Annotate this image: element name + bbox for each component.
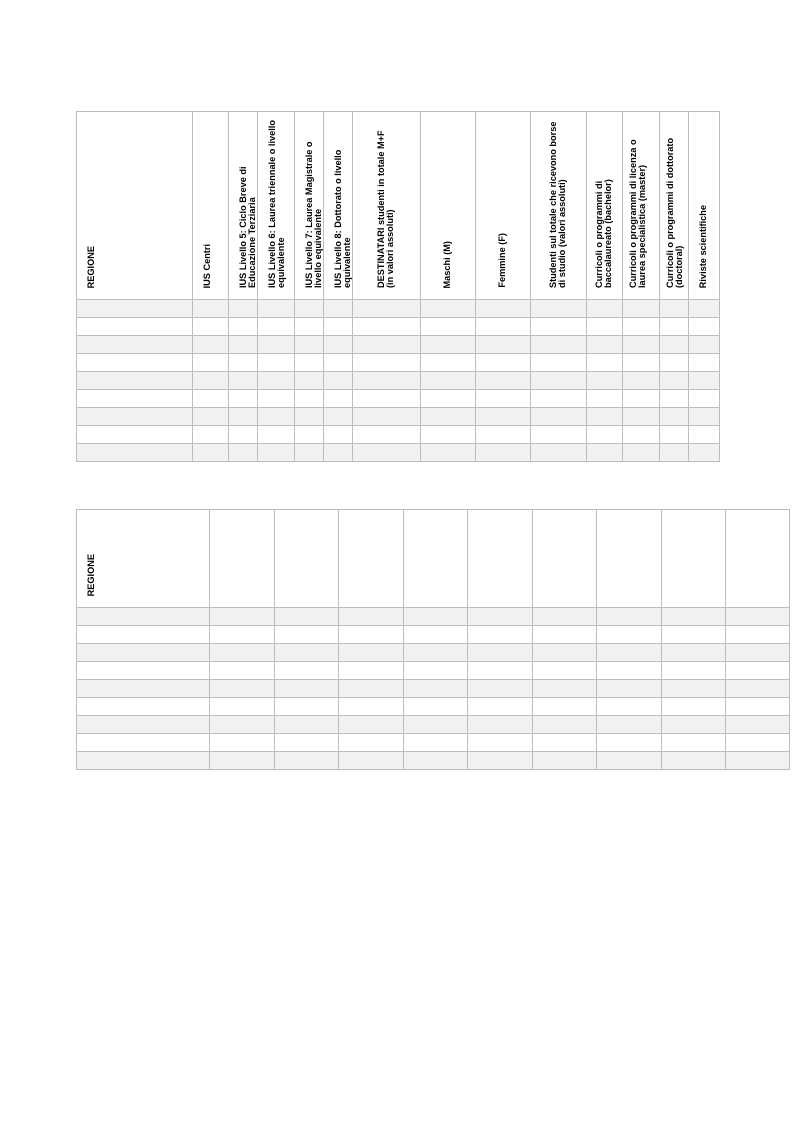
header-ius-livello-7: IUS Livello 7: Laurea Magistrale o livello equivalente (295, 112, 324, 300)
table-cell[interactable] (468, 626, 533, 644)
table-cell[interactable] (324, 318, 353, 336)
table-cell[interactable] (726, 644, 790, 662)
table-cell[interactable] (324, 408, 353, 426)
header-destinatari: DESTINATARI studenti in totale M+F (in valori assoluti) (353, 112, 421, 300)
table-cell[interactable] (295, 444, 324, 462)
table-cell[interactable] (275, 662, 339, 680)
table-cell[interactable] (689, 372, 720, 390)
table-row (77, 300, 720, 318)
table-cell[interactable] (339, 608, 404, 626)
table-cell[interactable] (726, 608, 790, 626)
table-cell[interactable] (587, 444, 623, 462)
table-cell[interactable] (531, 354, 587, 372)
table-cell[interactable] (210, 698, 275, 716)
table-cell[interactable] (623, 354, 660, 372)
table-cell[interactable] (726, 662, 790, 680)
table-cell[interactable] (339, 644, 404, 662)
table-cell[interactable] (404, 734, 468, 752)
table-cell[interactable] (587, 354, 623, 372)
table-row (77, 644, 790, 662)
table-cell[interactable] (660, 426, 689, 444)
header-empty-8 (662, 510, 726, 608)
table-cell[interactable] (623, 390, 660, 408)
table-cell[interactable] (324, 354, 353, 372)
table-cell[interactable] (531, 372, 587, 390)
main-data-table (76, 111, 720, 462)
table-cell[interactable] (662, 680, 726, 698)
header-maschi: Maschi (M) (421, 112, 476, 300)
table-cell[interactable] (295, 390, 324, 408)
table-cell[interactable] (258, 372, 295, 390)
table-cell[interactable] (77, 626, 210, 644)
table-cell[interactable] (295, 336, 324, 354)
table-row (77, 608, 790, 626)
table-cell[interactable] (193, 372, 229, 390)
table-cell[interactable] (623, 336, 660, 354)
table-cell[interactable] (275, 752, 339, 770)
table-cell[interactable] (324, 426, 353, 444)
table-cell[interactable] (689, 390, 720, 408)
table-cell[interactable] (258, 318, 295, 336)
table-cell[interactable] (258, 444, 295, 462)
table-row (77, 336, 720, 354)
table-header-row (77, 112, 720, 300)
table-cell[interactable] (476, 372, 531, 390)
table-cell[interactable] (660, 336, 689, 354)
table-cell[interactable] (275, 680, 339, 698)
table-cell[interactable] (324, 300, 353, 318)
table-cell[interactable] (468, 698, 533, 716)
table-cell[interactable] (193, 408, 229, 426)
table-cell[interactable] (587, 408, 623, 426)
header-empty-6 (533, 510, 597, 608)
table-cell[interactable] (193, 300, 229, 318)
table-cell[interactable] (421, 372, 476, 390)
table-row (77, 662, 790, 680)
table-cell[interactable] (468, 680, 533, 698)
header-doctoral: Curricoli o programmi di dottorato (doctoral) (660, 112, 689, 300)
header-empty-1 (210, 510, 275, 608)
table-cell[interactable] (476, 318, 531, 336)
table-cell[interactable] (77, 354, 193, 372)
table-cell[interactable] (421, 444, 476, 462)
table-cell[interactable] (533, 698, 597, 716)
table-cell[interactable] (662, 698, 726, 716)
table-cell[interactable] (597, 608, 662, 626)
header-riviste: Riviste scientifiche (689, 112, 720, 300)
table-cell[interactable] (689, 318, 720, 336)
table-cell[interactable] (324, 444, 353, 462)
table-cell[interactable] (662, 752, 726, 770)
table-cell[interactable] (210, 716, 275, 734)
table-cell[interactable] (597, 698, 662, 716)
table-cell[interactable] (468, 716, 533, 734)
table-cell[interactable] (404, 698, 468, 716)
table-cell[interactable] (587, 300, 623, 318)
table-cell[interactable] (229, 372, 258, 390)
table-cell[interactable] (660, 318, 689, 336)
table-row (77, 408, 720, 426)
table-cell[interactable] (193, 318, 229, 336)
table-cell[interactable] (468, 734, 533, 752)
table-cell[interactable] (476, 444, 531, 462)
table-cell[interactable] (531, 336, 587, 354)
table-cell[interactable] (77, 752, 210, 770)
table-cell[interactable] (295, 318, 324, 336)
table-cell[interactable] (597, 680, 662, 698)
table-cell[interactable] (531, 390, 587, 408)
table-cell[interactable] (77, 644, 210, 662)
table-cell[interactable] (275, 626, 339, 644)
table-row (77, 444, 720, 462)
table-cell[interactable] (210, 734, 275, 752)
table-cell[interactable] (587, 336, 623, 354)
table-cell[interactable] (275, 608, 339, 626)
table-cell[interactable] (404, 662, 468, 680)
table-cell[interactable] (258, 390, 295, 408)
table-cell[interactable] (193, 426, 229, 444)
table-cell[interactable] (339, 752, 404, 770)
table-cell[interactable] (295, 300, 324, 318)
table-cell[interactable] (476, 390, 531, 408)
table-cell[interactable] (689, 354, 720, 372)
header-empty-7 (597, 510, 662, 608)
table-row (77, 354, 720, 372)
table-cell[interactable] (533, 662, 597, 680)
table-cell[interactable] (531, 444, 587, 462)
table-cell[interactable] (324, 336, 353, 354)
table-row (77, 734, 790, 752)
table-cell[interactable] (295, 426, 324, 444)
table-cell[interactable] (210, 608, 275, 626)
table-cell[interactable] (726, 680, 790, 698)
header-femmine: Femmine (F) (476, 112, 531, 300)
table-cell[interactable] (660, 354, 689, 372)
table-cell[interactable] (533, 734, 597, 752)
table-cell[interactable] (193, 354, 229, 372)
table-cell[interactable] (623, 426, 660, 444)
table-cell[interactable] (404, 626, 468, 644)
header-empty-3 (339, 510, 404, 608)
table-cell[interactable] (404, 752, 468, 770)
table-row (77, 752, 790, 770)
table-cell[interactable] (77, 444, 193, 462)
table-cell[interactable] (689, 444, 720, 462)
table-cell[interactable] (77, 336, 193, 354)
table-cell[interactable] (421, 300, 476, 318)
table-row (77, 390, 720, 408)
header-borse-studio: Studenti sul totale che ricevono borse di studio (valori assoluti) (531, 112, 587, 300)
table-cell[interactable] (229, 318, 258, 336)
table-cell[interactable] (533, 626, 597, 644)
table-cell[interactable] (275, 698, 339, 716)
table-cell[interactable] (597, 662, 662, 680)
table-cell[interactable] (275, 716, 339, 734)
table-row (77, 680, 790, 698)
table-cell[interactable] (689, 426, 720, 444)
table-cell[interactable] (77, 680, 210, 698)
table-cell[interactable] (533, 716, 597, 734)
table-cell[interactable] (295, 354, 324, 372)
table-cell[interactable] (77, 426, 193, 444)
table-cell[interactable] (353, 318, 421, 336)
table-cell[interactable] (587, 426, 623, 444)
table-row (77, 318, 720, 336)
table-cell[interactable] (77, 698, 210, 716)
table-cell[interactable] (531, 300, 587, 318)
table-cell[interactable] (587, 318, 623, 336)
table-cell[interactable] (275, 644, 339, 662)
table-row (77, 372, 720, 390)
table-cell[interactable] (275, 734, 339, 752)
table-cell[interactable] (339, 698, 404, 716)
table-cell[interactable] (476, 336, 531, 354)
table-cell[interactable] (339, 716, 404, 734)
table-cell[interactable] (662, 662, 726, 680)
table-header-row (77, 510, 790, 608)
header-ius-centri: IUS Centri (193, 112, 229, 300)
table-cell[interactable] (421, 336, 476, 354)
table-cell[interactable] (229, 300, 258, 318)
table-cell[interactable] (229, 354, 258, 372)
table-cell[interactable] (726, 698, 790, 716)
table-cell[interactable] (531, 408, 587, 426)
table-cell[interactable] (258, 354, 295, 372)
table-cell[interactable] (597, 752, 662, 770)
header-bachelor: Curricoli o programmi di baccalaureato (bachelor) (587, 112, 623, 300)
header-empty-9 (726, 510, 790, 608)
table-cell[interactable] (353, 300, 421, 318)
table-cell[interactable] (726, 626, 790, 644)
table-cell[interactable] (339, 662, 404, 680)
table-cell[interactable] (258, 408, 295, 426)
table-cell[interactable] (258, 336, 295, 354)
table-cell[interactable] (295, 408, 324, 426)
table-cell[interactable] (421, 354, 476, 372)
table-cell[interactable] (193, 390, 229, 408)
table-cell[interactable] (662, 608, 726, 626)
table-cell[interactable] (353, 426, 421, 444)
table-cell[interactable] (468, 752, 533, 770)
table-cell[interactable] (353, 444, 421, 462)
table-cell[interactable] (229, 408, 258, 426)
table-cell[interactable] (623, 300, 660, 318)
table-cell[interactable] (597, 734, 662, 752)
table-cell[interactable] (587, 372, 623, 390)
table-cell[interactable] (339, 626, 404, 644)
table-cell[interactable] (662, 734, 726, 752)
table-cell[interactable] (77, 372, 193, 390)
table-cell[interactable] (77, 716, 210, 734)
header-empty-5 (468, 510, 533, 608)
table-cell[interactable] (533, 752, 597, 770)
table-cell[interactable] (77, 318, 193, 336)
table-cell[interactable] (421, 408, 476, 426)
table-cell[interactable] (689, 408, 720, 426)
header-master: Curricoli o programmi di licenza o laurea specialistica (master) (623, 112, 660, 300)
header-regione: REGIONE (77, 112, 193, 300)
table-cell[interactable] (339, 680, 404, 698)
table-cell[interactable] (229, 390, 258, 408)
table-cell[interactable] (689, 336, 720, 354)
table-cell[interactable] (660, 408, 689, 426)
header-regione: REGIONE (77, 510, 210, 608)
table-cell[interactable] (77, 734, 210, 752)
table-cell[interactable] (531, 426, 587, 444)
table-cell[interactable] (468, 644, 533, 662)
table-cell[interactable] (476, 408, 531, 426)
table-row (77, 426, 720, 444)
table-cell[interactable] (229, 426, 258, 444)
table-cell[interactable] (533, 644, 597, 662)
table-cell[interactable] (662, 626, 726, 644)
table-cell[interactable] (476, 426, 531, 444)
table-cell[interactable] (404, 608, 468, 626)
table-cell[interactable] (662, 716, 726, 734)
table-row (77, 698, 790, 716)
table-cell[interactable] (623, 372, 660, 390)
table-cell[interactable] (587, 390, 623, 408)
table-cell[interactable] (258, 300, 295, 318)
table-cell[interactable] (324, 390, 353, 408)
table-cell[interactable] (77, 408, 193, 426)
table-cell[interactable] (597, 716, 662, 734)
table-cell[interactable] (193, 336, 229, 354)
table-cell[interactable] (660, 444, 689, 462)
table-cell[interactable] (404, 644, 468, 662)
table-cell[interactable] (476, 300, 531, 318)
header-ius-livello-8: IUS Livello 8: Dottorato o livello equivalente (324, 112, 353, 300)
table-cell[interactable] (229, 444, 258, 462)
table-cell[interactable] (404, 680, 468, 698)
table-cell[interactable] (660, 372, 689, 390)
table-cell[interactable] (77, 390, 193, 408)
table-cell[interactable] (726, 716, 790, 734)
table-cell[interactable] (726, 734, 790, 752)
table-cell[interactable] (324, 372, 353, 390)
table-cell[interactable] (353, 354, 421, 372)
table-cell[interactable] (77, 300, 193, 318)
table-cell[interactable] (623, 444, 660, 462)
table-cell[interactable] (476, 354, 531, 372)
table-cell[interactable] (660, 390, 689, 408)
table-cell[interactable] (421, 426, 476, 444)
header-ius-livello-6: IUS Livello 6: Laurea triennale o livello equivalente (258, 112, 295, 300)
header-ius-livello-5: IUS Livello 5: Ciclo Breve di Educazione Terziaria (229, 112, 258, 300)
header-empty-2 (275, 510, 339, 608)
table-cell[interactable] (210, 752, 275, 770)
table-cell[interactable] (726, 752, 790, 770)
table-cell[interactable] (210, 662, 275, 680)
table-cell[interactable] (597, 644, 662, 662)
table-cell[interactable] (597, 626, 662, 644)
table-cell[interactable] (193, 444, 229, 462)
table-cell[interactable] (660, 300, 689, 318)
table-cell[interactable] (353, 336, 421, 354)
table-cell[interactable] (295, 372, 324, 390)
table-cell[interactable] (421, 390, 476, 408)
table-cell[interactable] (77, 662, 210, 680)
header-empty-4 (404, 510, 468, 608)
table-cell[interactable] (353, 390, 421, 408)
table-cell[interactable] (353, 408, 421, 426)
table-cell[interactable] (210, 644, 275, 662)
table-cell[interactable] (404, 716, 468, 734)
table-cell[interactable] (210, 626, 275, 644)
table-cell[interactable] (468, 608, 533, 626)
table-cell[interactable] (77, 608, 210, 626)
table-cell[interactable] (353, 372, 421, 390)
table-cell[interactable] (229, 336, 258, 354)
table-cell[interactable] (339, 734, 404, 752)
secondary-data-table (76, 509, 790, 770)
table-cell[interactable] (662, 644, 726, 662)
table-row (77, 626, 790, 644)
table-cell[interactable] (210, 680, 275, 698)
table-cell[interactable] (623, 318, 660, 336)
table-row (77, 716, 790, 734)
table-cell[interactable] (421, 318, 476, 336)
table-cell[interactable] (531, 318, 587, 336)
table-cell[interactable] (623, 408, 660, 426)
table-cell[interactable] (533, 680, 597, 698)
table-cell[interactable] (258, 426, 295, 444)
table-cell[interactable] (533, 608, 597, 626)
table-cell[interactable] (468, 662, 533, 680)
table-cell[interactable] (689, 300, 720, 318)
